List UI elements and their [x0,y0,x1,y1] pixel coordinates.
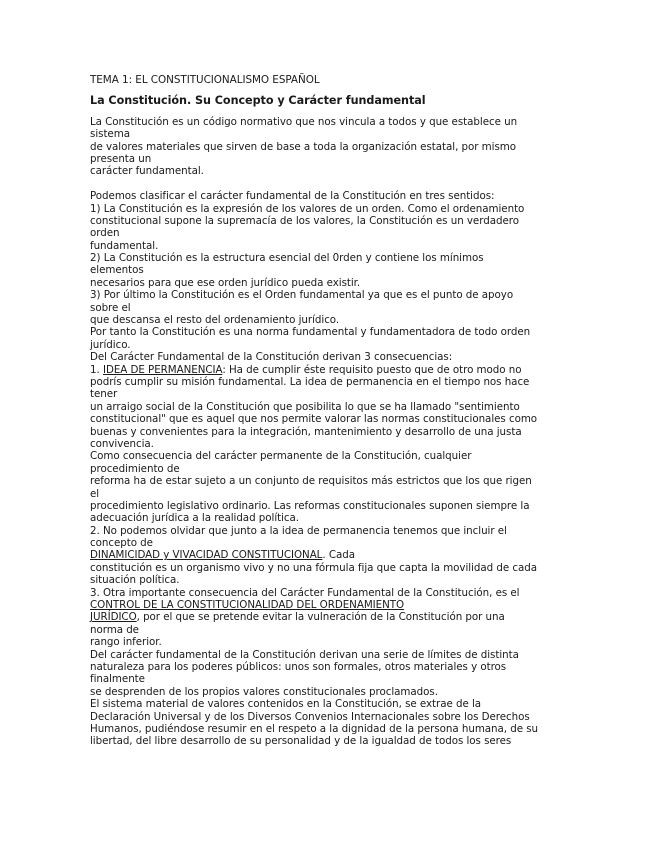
text-line: de valores materiales que sirven de base a toda la organización estatal, por mismo [90,140,516,153]
underlined-term: DINAMICIDAD y VIVACIDAD CONSTITUCIONAL [90,549,323,562]
text-line: Del carácter fundamental de la Constitución derivan una serie de límites de distinta [90,648,519,661]
text-line: orden [90,227,120,240]
text-line: 2. No podemos olvidar que junto a la idea de permanencia tenemos que incluir el [90,524,507,537]
document-body [90,74,564,748]
text-line: se desprenden de los propios valores constitucionales proclamados. [90,685,438,698]
text-line: Declaración Universal y de los Diversos Convenios Internacionales sobre los Derechos [90,710,530,723]
text-line: constitucional" que es aquel que nos permite valorar las normas constitucionales como [90,413,538,426]
text-line: presenta un [90,152,152,165]
paragraph-limits [90,624,564,748]
text-line: constitución es un organismo vivo y no una fórmula fija que capta la movilidad de cada [90,561,537,574]
text-line: El sistema material de valores contenidos en la Constitución, se extrae de la [90,698,482,711]
underlined-term: JURÍDICO [90,611,137,624]
document-title: TEMA 1: EL CONSTITUCIONALISMO ESPAÑOL [90,74,320,86]
paragraph-classification [90,190,564,363]
text-line: un arraigo social de la Constitución que posibilita lo que se ha llamado "sentimiento [90,400,520,413]
text-line: finalmente [90,673,145,686]
text-line: el [90,487,100,500]
text-line: rango inferior. [90,636,162,649]
paragraph-intro [90,116,564,178]
text-fragment: , por el que se pretende evitar la vulneración de la Constitución por una [136,611,505,624]
text-line: sobre el [90,301,131,314]
text-line: 3) Por último la Constitución es el Orden fundamental ya que es el punto de apoyo [90,289,514,302]
text-line: que descansa el resto del ordenamiento jurídico. [90,314,340,327]
text-line: convivencia. [90,437,154,450]
spacer [90,108,564,116]
text-line: procedimiento de [90,462,180,475]
text-line: jurídico. [90,338,131,351]
text-line: adecuación jurídica a la realidad política. [90,512,300,525]
text-line: situación política. [90,574,180,587]
text-line: sistema [90,128,130,141]
text-line: procedimiento legislativo ordinario. Las reformas constitucionales suponen siempre la [90,499,530,512]
text-line: necesarios para que ese orden jurídico pueda existir. [90,276,361,289]
text-line: fundamental. [90,239,159,252]
text-fragment: . Cada [322,549,355,562]
text-line: concepto de [90,537,153,550]
text-line: tener [90,388,118,401]
text-line: Del Carácter Fundamental de la Constitución derivan 3 consecuencias: [90,351,453,364]
text-line: 2) La Constitución es la estructura esencial del 0rden y contiene los mínimos [90,252,484,265]
text-line: constitucional supone la supremacía de los valores, la Constitución es un verdadero [90,214,519,227]
text-line: podrís cumplir su misión fundamental. La idea de permanencia en el tiempo nos hace [90,375,530,388]
text-line: Por tanto la Constitución es una norma fundamental y fundamentadora de todo orden [90,326,531,339]
consequence-3-cont [90,611,564,623]
consequence-1 [90,364,564,376]
spacer [90,178,564,190]
text-line: Como consecuencia del carácter permanente de la Constitución, cualquier [90,450,472,463]
text-line: Podemos clasificar el carácter fundamental de la Constitución en tres sentidos: [90,190,495,203]
paragraph-dynamism [90,562,564,587]
text-line: elementos [90,264,144,277]
section-heading: La Constitución. Su Concepto y Carácter fundamental [90,94,426,108]
text-fragment: : Ha de cumplir éste requisito puesto que de otro modo no [222,363,522,376]
text-line: Humanos, pudiéndose resumir en el respeto a la dignidad de la persona humana, de su [90,722,539,735]
text-line: buenas y convenientes para la integración, mantenimiento y desarrollo de una justa [90,425,522,438]
text-line: 1) La Constitución es la expresión de los valores de un orden. Como el ordenamiento [90,202,525,215]
underlined-term: IDEA DE PERMANENCIA [102,363,223,376]
paragraph-permanence [90,376,564,549]
text-line: La Constitución es un código normativo que nos vincula a todos y que establece un [90,115,518,128]
text-line: reforma ha de estar sujeto a un conjunto de requisitos más estrictos que los que rigen [90,475,532,488]
consequence-3-term [90,599,564,611]
consequence-2 [90,549,564,561]
text-line: libertad, del libre desarrollo de su personalidad y de la igualdad de todos los seres [90,735,512,748]
text-line: norma de [90,623,139,636]
text-fragment: 1. [90,363,103,376]
text-line: naturaleza para los poderes públicos: unos son formales, otros materiales y otros [90,660,507,673]
text-line: carácter fundamental. [90,165,204,178]
underlined-term: CONTROL DE LA CONSTITUCIONALIDAD DEL ORDENAMIENTO [90,599,405,612]
consequence-3: 3. Otra importante consecuencia del Carácter Fundamental de la Constitución, es el [90,586,520,599]
